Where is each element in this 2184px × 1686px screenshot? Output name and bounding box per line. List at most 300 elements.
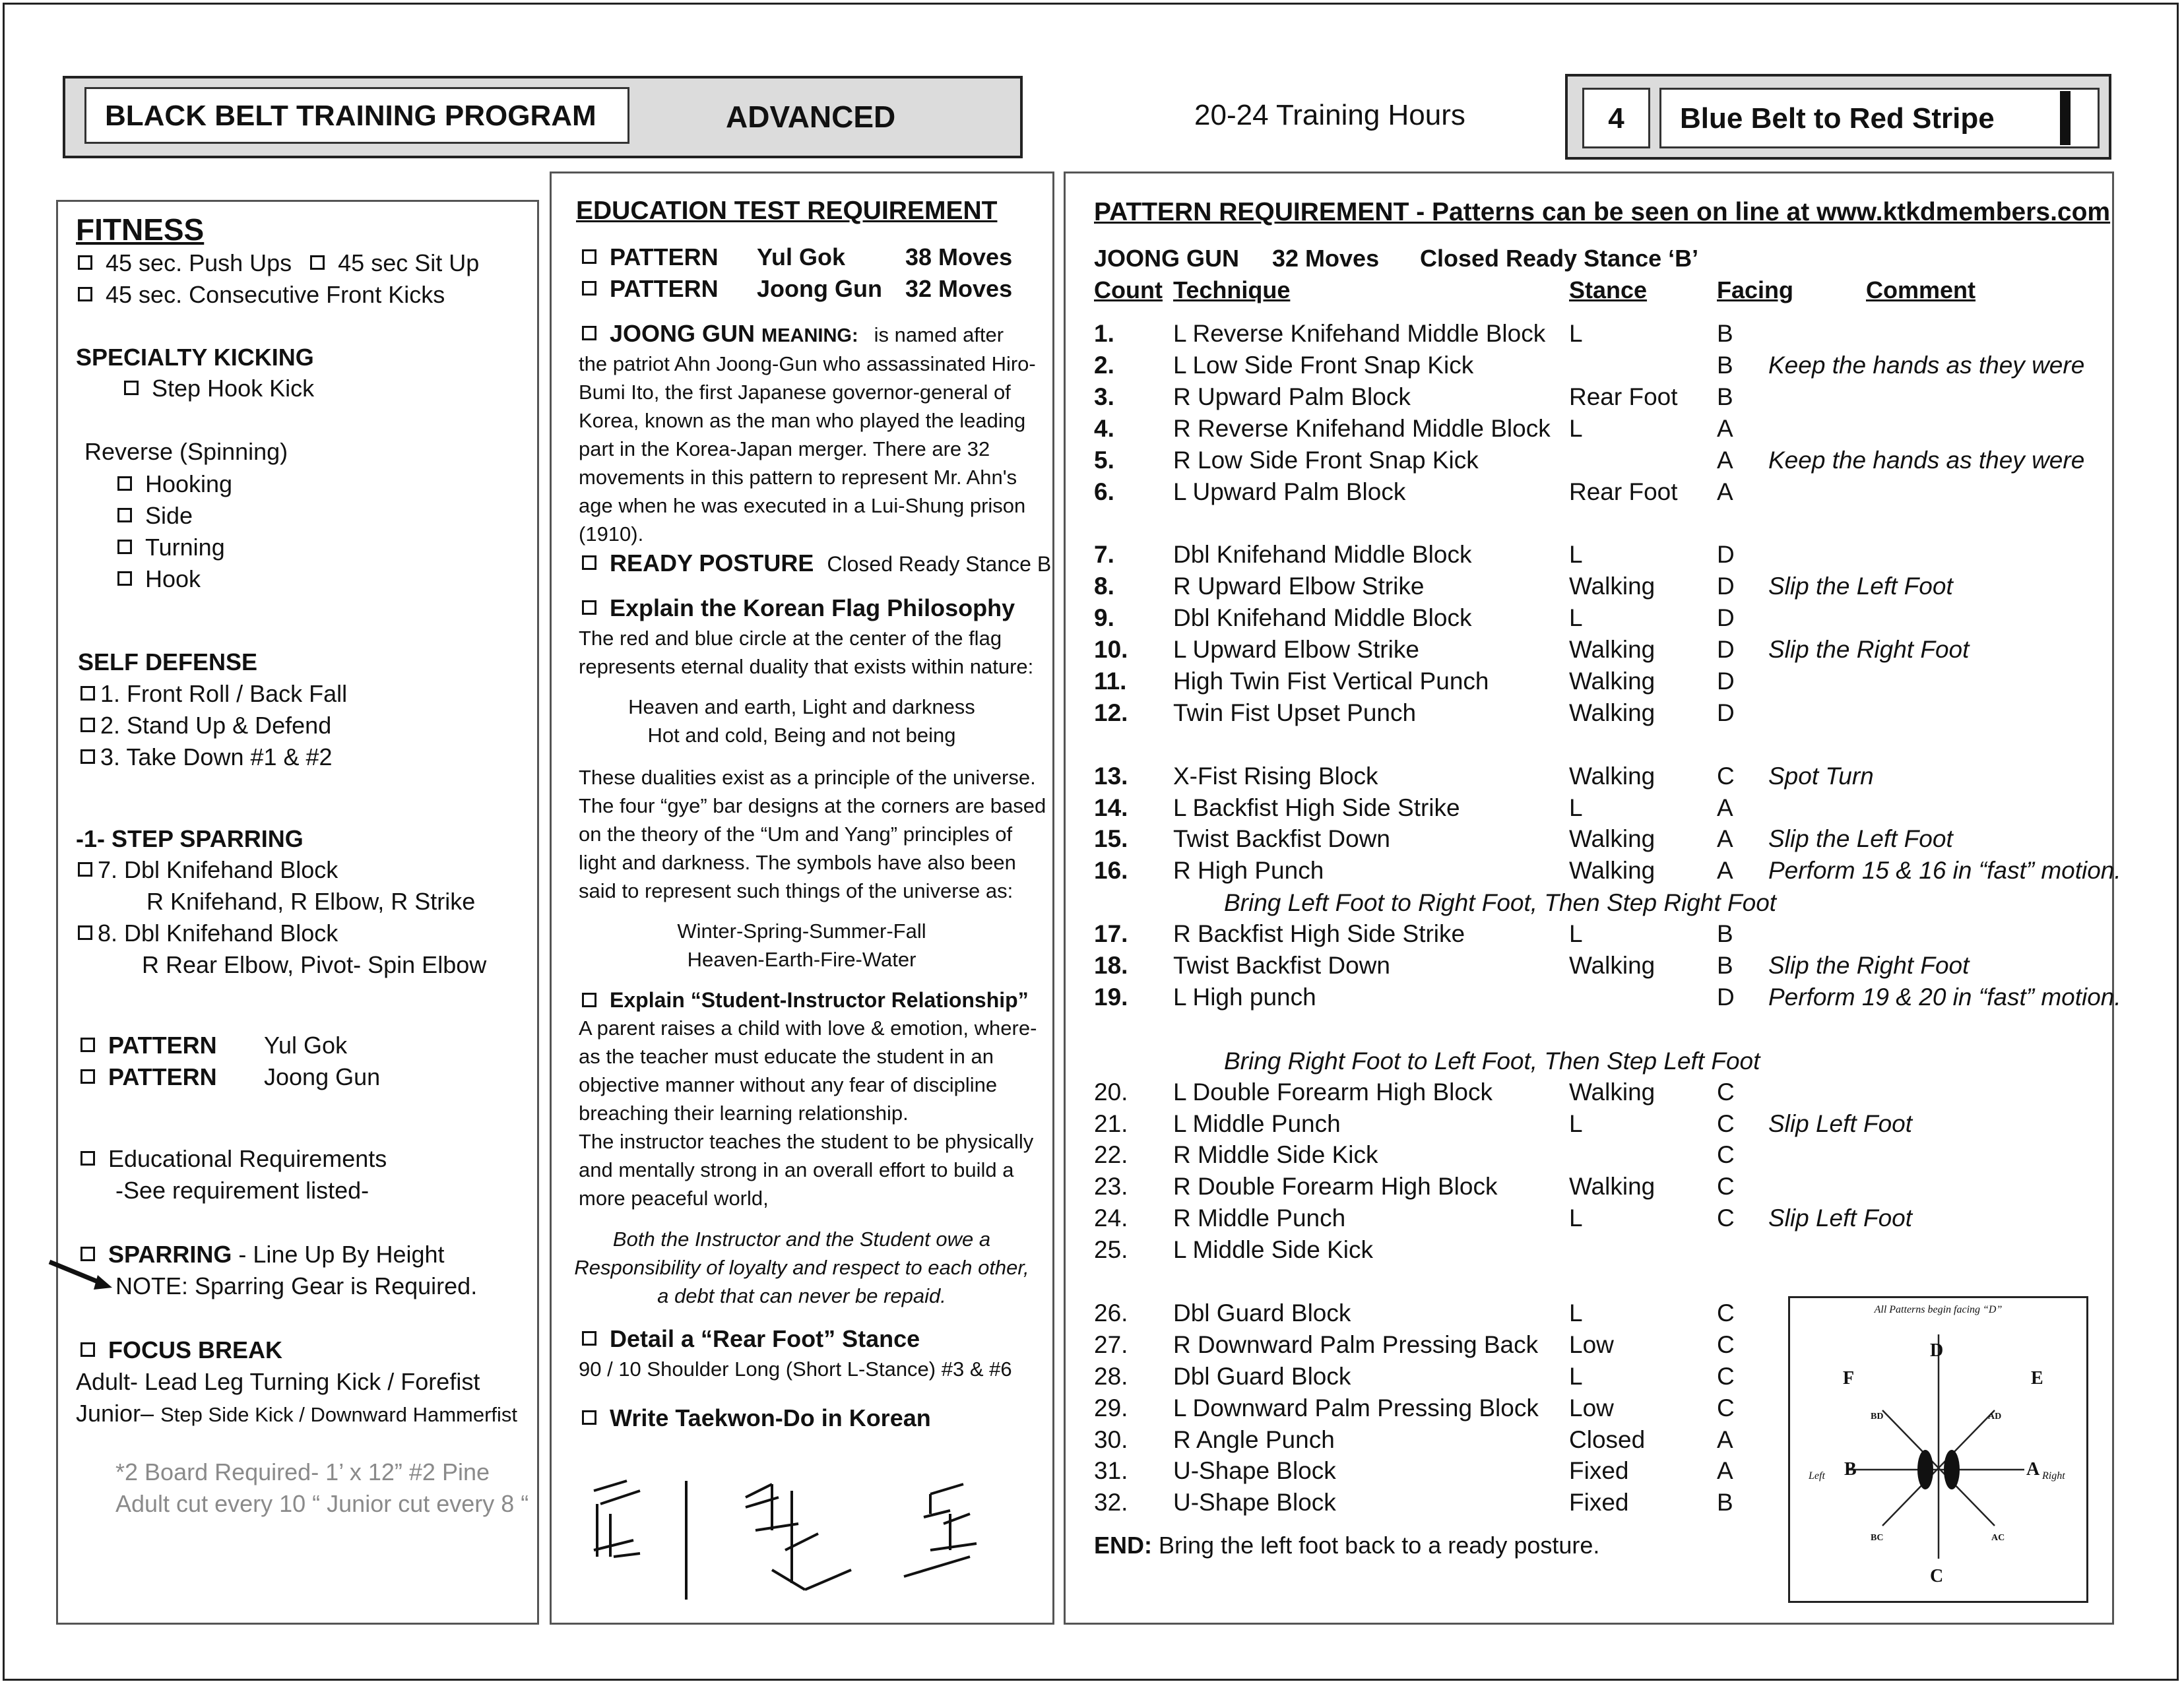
flag-text: represents eternal duality that exists within nature: (579, 655, 1034, 678)
belt-stripe (2060, 91, 2071, 145)
row-technique: L Low Side Front Snap Kick (1173, 351, 1474, 379)
row-facing: D (1717, 573, 1735, 600)
row-technique: Twist Backfist Down (1173, 825, 1390, 853)
row-count: 3. (1094, 383, 1114, 410)
row-facing: A (1717, 794, 1733, 821)
relationship-text: objective manner without any fear of discipline (579, 1073, 998, 1096)
step-sparring-label: 8. Dbl Knifehand Block (98, 920, 338, 947)
row-stance: L (1569, 794, 1583, 821)
row-facing: A (1717, 825, 1733, 853)
end-line (1094, 1531, 1599, 1560)
checkbox[interactable] (582, 993, 596, 1007)
relationship-item (582, 985, 1029, 1015)
step-sparring-item (78, 856, 338, 885)
checkbox[interactable] (80, 718, 95, 732)
row-stance: Walking (1569, 1078, 1655, 1106)
label-right: Right (2042, 1470, 2065, 1482)
row-comment: Slip the Left Foot (1768, 825, 1953, 853)
education-title: EDUCATION TEST REQUIREMENT (576, 197, 998, 225)
row-facing: B (1717, 383, 1733, 410)
pattern-name: Joong Gun (264, 1063, 381, 1090)
pattern-name: Joong Gun (757, 275, 882, 302)
flag-title: Explain the Korean Flag Philosophy (610, 594, 1015, 621)
pattern-check (80, 1031, 348, 1060)
fitness-line-2 (78, 280, 445, 309)
checkbox[interactable] (80, 1342, 95, 1357)
meaning-text: is named after (874, 323, 1004, 346)
row-comment: Perform 15 & 16 in “fast” motion. (1768, 857, 2121, 885)
reverse-item (117, 533, 225, 562)
row-count: 9. (1094, 604, 1114, 632)
row-facing: C (1717, 1204, 1735, 1232)
row-technique: Twist Backfist Down (1173, 952, 1390, 979)
label-b: B (1844, 1459, 1857, 1480)
pattern-check (80, 1063, 381, 1092)
row-facing: D (1717, 699, 1735, 726)
row-count: 5. (1094, 446, 1114, 474)
row-facing: C (1717, 1173, 1735, 1201)
reverse-spinning-title: Reverse (Spinning) (84, 438, 288, 465)
korean-item (582, 1404, 931, 1433)
checkbox[interactable] (310, 255, 325, 270)
sit-up-label: 45 sec Sit Up (338, 249, 480, 276)
row-count: 6. (1094, 478, 1114, 505)
row-count: 22. (1094, 1141, 1128, 1169)
checkbox[interactable] (117, 571, 132, 586)
sparring-title: SPARRING (108, 1241, 232, 1268)
row-comment: Slip the Right Foot (1768, 952, 1970, 979)
checkbox[interactable] (582, 249, 596, 264)
pattern-label: PATTERN (610, 275, 719, 302)
row-stance: L (1569, 1109, 1583, 1137)
meaning-line (582, 319, 1004, 350)
meaning-label: MEANING: (761, 325, 858, 346)
step-sparring-sub: R Knifehand, R Elbow, R Strike (146, 888, 476, 915)
checkbox[interactable] (582, 326, 596, 340)
transition-note: Bring Right Foot to Left Foot, Then Step Left Foot (1224, 1047, 1760, 1075)
row-technique: Dbl Guard Block (1173, 1362, 1351, 1390)
checkbox[interactable] (117, 540, 132, 554)
row-facing: A (1717, 1425, 1733, 1453)
row-count: 7. (1094, 541, 1114, 569)
row-stance: Low (1569, 1394, 1614, 1421)
row-count: 29. (1094, 1394, 1128, 1421)
program-title: BLACK BELT TRAINING PROGRAM (84, 87, 629, 144)
row-count: 1. (1094, 320, 1114, 347)
label-ac: AC (1991, 1533, 2005, 1543)
step-hook-label: Step Hook Kick (152, 375, 315, 402)
reverse-item-label: Side (145, 502, 193, 529)
row-count: 23. (1094, 1173, 1128, 1201)
row-count: 4. (1094, 414, 1114, 442)
relationship-quote: Responsibility of loyalty and respect to each other, (574, 1256, 1029, 1279)
row-stance: Walking (1569, 636, 1655, 663)
row-technique: R Downward Palm Pressing Back (1173, 1330, 1539, 1358)
row-comment: Spot Turn (1768, 762, 1874, 790)
row-count: 16. (1094, 857, 1128, 885)
pattern-label: PATTERN (108, 1032, 217, 1059)
header-facing: Facing (1717, 276, 1794, 303)
checkbox[interactable] (80, 1038, 95, 1052)
row-stance: Walking (1569, 699, 1655, 726)
row-technique: L Middle Punch (1173, 1109, 1341, 1137)
row-count: 12. (1094, 699, 1128, 726)
rear-foot-detail: 90 / 10 Shoulder Long (Short L-Stance) #3 & #6 (579, 1358, 1012, 1381)
label-e: E (2031, 1368, 2043, 1389)
relationship-title: Explain “Student-Instructor Relationship” (610, 988, 1029, 1012)
meaning-text: movements in this pattern to represent Mr. Ahn's (579, 466, 1017, 489)
educational-requirements (80, 1144, 387, 1173)
checkbox[interactable] (80, 686, 95, 701)
row-facing: A (1717, 857, 1733, 885)
meaning-text: part in the Korea-Japan merger. There are 32 (579, 437, 990, 460)
meaning-text: Bumi Ito, the first Japanese governor-general of (579, 381, 1011, 404)
belt-name: Blue Belt to Red Stripe (1659, 88, 2100, 148)
row-stance: Rear Foot (1569, 478, 1678, 505)
checkbox[interactable] (78, 255, 92, 270)
pattern-moves: 32 Moves (905, 275, 1013, 302)
board-note: *2 Board Required- 1’ x 12” #2 Pine (115, 1458, 490, 1485)
header-comment: Comment (1866, 276, 1976, 303)
junior-label: Junior– (76, 1400, 161, 1427)
arrow-icon (46, 1257, 119, 1296)
row-comment: Slip the Left Foot (1768, 573, 1953, 600)
meaning-text: the patriot Ahn Joong-Gun who assassinated Hiro- (579, 352, 1036, 375)
row-stance: L (1569, 414, 1583, 442)
checkbox[interactable] (78, 287, 92, 301)
row-count: 26. (1094, 1299, 1128, 1327)
pattern-title: PATTERN REQUIREMENT - Patterns can be seen on line at www.ktkdmembers.com (1094, 198, 2111, 226)
row-facing: B (1717, 920, 1733, 948)
end-text: Bring the left foot back to a ready posture. (1152, 1532, 1600, 1559)
pattern-name: Yul Gok (757, 243, 846, 270)
label-a: A (2026, 1459, 2040, 1480)
checkbox[interactable] (582, 281, 596, 296)
row-comment: Slip the Right Foot (1768, 636, 1970, 663)
row-count: 31. (1094, 1457, 1128, 1485)
label-left: Left (1809, 1470, 1825, 1482)
row-facing: B (1717, 351, 1733, 379)
duality-text: said to represent such things of the universe as: (579, 879, 1013, 902)
checkbox[interactable] (582, 555, 596, 570)
edu-pattern (582, 243, 1013, 272)
label-f: F (1843, 1368, 1855, 1389)
rear-foot-item (582, 1325, 920, 1354)
pattern-name: Yul Gok (264, 1032, 348, 1059)
end-label: END: (1094, 1532, 1152, 1559)
row-technique: R Double Forearm High Block (1173, 1173, 1498, 1201)
checkbox[interactable] (80, 1069, 95, 1084)
row-stance: Walking (1569, 952, 1655, 979)
self-defense-label: 2. Stand Up & Defend (100, 712, 332, 739)
diagram-caption: All Patterns begin facing “D” (1874, 1304, 2003, 1315)
row-facing: C (1717, 1362, 1735, 1390)
reverse-item (117, 565, 201, 594)
label-ad: AD (1988, 1412, 2002, 1421)
flag-duality: Hot and cold, Being and not being (647, 724, 956, 747)
flag-text: The red and blue circle at the center of the flag (579, 627, 1002, 650)
transition-note: Bring Left Foot to Right Foot, Then Step Right Foot (1224, 889, 1777, 916)
row-facing: C (1717, 1078, 1735, 1106)
seasons: Winter-Spring-Summer-Fall (677, 920, 926, 943)
row-stance: L (1569, 1204, 1583, 1232)
rear-foot-title: Detail a “Rear Foot” Stance (610, 1325, 920, 1352)
checkbox[interactable] (582, 1331, 596, 1346)
row-count: 18. (1094, 952, 1128, 979)
row-technique: Dbl Knifehand Middle Block (1173, 604, 1472, 632)
row-technique: R Middle Punch (1173, 1204, 1346, 1232)
row-facing: C (1717, 1141, 1735, 1169)
meaning-text: Korea, known as the man who played the leading (579, 409, 1026, 432)
self-defense-label: 1. Front Roll / Back Fall (100, 680, 348, 707)
step-hook-kick (124, 374, 314, 403)
row-technique: High Twin Fist Vertical Punch (1173, 667, 1489, 695)
header-count: Count (1094, 276, 1163, 303)
facing-diagram (1788, 1296, 2088, 1603)
row-facing: D (1717, 667, 1735, 695)
row-technique: Dbl Knifehand Middle Block (1173, 541, 1472, 569)
row-stance: Fixed (1569, 1457, 1629, 1485)
relationship-text: and mentally strong in an overall effort to build a (579, 1158, 1014, 1181)
focus-break-item (80, 1336, 282, 1365)
relationship-text: The instructor teaches the student to be physically (579, 1130, 1034, 1153)
row-count: 21. (1094, 1109, 1128, 1137)
relationship-text: more peaceful world, (579, 1187, 769, 1210)
meaning-title: JOONG GUN (610, 320, 755, 347)
duality-text: light and darkness. The symbols have also been (579, 851, 1016, 874)
row-stance: L (1569, 920, 1583, 948)
flag-item (582, 594, 1015, 623)
row-facing: D (1717, 604, 1735, 632)
row-comment: Perform 19 & 20 in “fast” motion. (1768, 983, 2121, 1011)
label-bd: BD (1871, 1412, 1884, 1421)
header-technique: Technique (1173, 276, 1291, 303)
reverse-item (117, 470, 232, 499)
row-technique: L Middle Side Kick (1173, 1236, 1373, 1264)
row-facing: D (1717, 541, 1735, 569)
step-sparring-label: 7. Dbl Knifehand Block (98, 856, 338, 883)
row-count: 28. (1094, 1362, 1128, 1390)
row-facing: C (1717, 1330, 1735, 1358)
junior-technique: Step Side Kick / Downward Hammerfist (160, 1403, 518, 1426)
row-comment: Slip Left Foot (1768, 1204, 1913, 1232)
row-facing: B (1717, 320, 1733, 347)
row-stance: L (1569, 1362, 1583, 1390)
row-technique: Twin Fist Upset Punch (1173, 699, 1417, 726)
row-facing: A (1717, 1457, 1733, 1485)
row-technique: R Backfist High Side Strike (1173, 920, 1465, 948)
row-count: 8. (1094, 573, 1114, 600)
row-stance: Walking (1569, 1173, 1655, 1201)
reverse-item (117, 501, 193, 530)
reverse-item-label: Hooking (145, 470, 233, 497)
adult-label: Adult- (76, 1368, 145, 1395)
row-stance: Rear Foot (1569, 383, 1678, 410)
pattern-moves: 32 Moves (1272, 245, 1380, 272)
focus-junior (76, 1399, 517, 1429)
row-facing: C (1717, 1299, 1735, 1327)
row-count: 10. (1094, 636, 1128, 663)
row-facing: B (1717, 952, 1733, 979)
focus-adult (76, 1367, 480, 1396)
row-count: 13. (1094, 762, 1128, 790)
meaning-text: age when he was executed in a Lui-Shung prison (579, 494, 1026, 517)
row-facing: D (1717, 636, 1735, 663)
row-count: 2. (1094, 351, 1114, 379)
row-technique: L Double Forearm High Block (1173, 1078, 1493, 1106)
row-stance: Walking (1569, 825, 1655, 853)
relationship-text: A parent raises a child with love & emotion, where- (579, 1016, 1037, 1040)
row-technique: L High punch (1173, 983, 1316, 1011)
row-technique: Dbl Guard Block (1173, 1299, 1351, 1327)
self-defense-title: SELF DEFENSE (78, 648, 258, 675)
training-hours: 20-24 Training Hours (1194, 99, 1465, 131)
row-facing: A (1717, 446, 1733, 474)
checkbox[interactable] (117, 476, 132, 491)
step-sparring-title: -1- STEP SPARRING (76, 825, 304, 852)
row-stance: Walking (1569, 857, 1655, 885)
row-technique: L Downward Palm Pressing Block (1173, 1394, 1539, 1421)
row-stance: Walking (1569, 762, 1655, 790)
pattern-label: PATTERN (610, 243, 719, 270)
row-comment: Keep the hands as they were (1768, 446, 2085, 474)
row-count: 25. (1094, 1236, 1128, 1264)
row-count: 15. (1094, 825, 1128, 853)
korean-title: Write Taekwon-Do in Korean (610, 1404, 931, 1431)
ready-title: READY POSTURE (610, 549, 814, 577)
flag-duality: Heaven and earth, Light and darkness (628, 695, 975, 718)
edu-req-label: Educational Requirements (108, 1145, 387, 1172)
push-ups-label: 45 sec. Push Ups (106, 249, 292, 276)
checkbox[interactable] (80, 1151, 95, 1166)
row-stance: Fixed (1569, 1489, 1629, 1516)
row-technique: L Backfist High Side Strike (1173, 794, 1460, 821)
relationship-text: breaching their learning relationship. (579, 1102, 909, 1125)
step-sparring-item (78, 919, 338, 948)
pattern-moves: 38 Moves (905, 243, 1013, 270)
label-bc: BC (1871, 1533, 1884, 1543)
self-defense-item (80, 743, 333, 772)
row-count: 20. (1094, 1078, 1128, 1106)
row-count: 32. (1094, 1489, 1128, 1516)
adult-technique: Lead Leg Turning Kick / Forefist (145, 1368, 480, 1395)
row-stance: L (1569, 541, 1583, 569)
sparring-rest: - Line Up By Height (232, 1241, 445, 1268)
pattern-label: PATTERN (108, 1063, 217, 1090)
sparring-note: NOTE: Sparring Gear is Required. (115, 1272, 478, 1299)
meaning-text: (1910). (579, 522, 644, 546)
row-count: 17. (1094, 920, 1128, 948)
checkbox[interactable] (78, 925, 92, 940)
row-count: 27. (1094, 1330, 1128, 1358)
row-stance: L (1569, 604, 1583, 632)
reverse-item-label: Turning (145, 534, 225, 561)
row-technique: R Upward Palm Block (1173, 383, 1411, 410)
row-facing: A (1717, 414, 1733, 442)
relationship-quote: Both the Instructor and the Student owe a (612, 1228, 991, 1251)
row-count: 11. (1094, 667, 1127, 695)
header-stance: Stance (1569, 276, 1648, 303)
board-cut-note: Adult cut every 10 “ Junior cut every 8 “ (115, 1490, 529, 1517)
row-technique: R Upward Elbow Strike (1173, 573, 1425, 600)
row-technique: U-Shape Block (1173, 1489, 1336, 1516)
row-technique: R Middle Side Kick (1173, 1141, 1378, 1169)
row-technique: R Low Side Front Snap Kick (1173, 446, 1479, 474)
ready-posture (582, 549, 1051, 578)
pattern-stance: Closed Ready Stance ‘B’ (1420, 245, 1699, 272)
edu-req-note: -See requirement listed- (115, 1177, 369, 1204)
row-count: 14. (1094, 794, 1128, 821)
row-technique: L Upward Elbow Strike (1173, 636, 1419, 663)
fitness-line-1 (78, 249, 479, 278)
front-kicks-label: 45 sec. Consecutive Front Kicks (106, 281, 445, 308)
row-technique: R Angle Punch (1173, 1425, 1335, 1453)
duality-text: These dualities exist as a principle of the universe. (579, 766, 1036, 789)
label-d: D (1930, 1340, 1944, 1361)
row-comment: Keep the hands as they were (1768, 351, 2085, 379)
pattern-name: JOONG GUN (1094, 245, 1240, 272)
edu-pattern (582, 274, 1013, 303)
korean-script-drawing (574, 1478, 996, 1609)
row-facing: C (1717, 762, 1735, 790)
self-defense-item (80, 711, 331, 740)
row-stance: Low (1569, 1330, 1614, 1358)
label-c: C (1930, 1566, 1944, 1586)
row-stance: Closed (1569, 1425, 1646, 1453)
row-facing: B (1717, 1489, 1733, 1516)
duality-text: on the theory of the “Um and Yang” principles of (579, 823, 1013, 846)
self-defense-item (80, 679, 347, 708)
row-technique: U-Shape Block (1173, 1457, 1336, 1485)
self-defense-label: 3. Take Down #1 & #2 (100, 743, 333, 770)
relationship-quote: a debt that can never be repaid. (657, 1284, 946, 1307)
row-stance: Walking (1569, 573, 1655, 600)
row-stance: L (1569, 1299, 1583, 1327)
sparring-item (80, 1240, 445, 1269)
checkbox[interactable] (124, 381, 139, 395)
level-label: ADVANCED (726, 100, 896, 134)
row-stance: L (1569, 320, 1583, 347)
checkbox[interactable] (80, 749, 95, 764)
row-facing: C (1717, 1394, 1735, 1421)
row-count: 24. (1094, 1204, 1128, 1232)
duality-text: The four “gye” bar designs at the corners are based (579, 794, 1046, 817)
ready-value: Closed Ready Stance B (827, 552, 1052, 576)
row-technique: R Reverse Knifehand Middle Block (1173, 414, 1551, 442)
row-technique: L Reverse Knifehand Middle Block (1173, 320, 1546, 347)
row-count: 19. (1094, 983, 1128, 1011)
row-facing: C (1717, 1109, 1735, 1137)
checkbox[interactable] (78, 862, 92, 877)
checkbox[interactable] (582, 1410, 596, 1425)
row-stance: Walking (1569, 667, 1655, 695)
specialty-kicking-title: SPECIALTY KICKING (76, 344, 314, 371)
checkbox[interactable] (582, 600, 596, 615)
reverse-item-label: Hook (145, 565, 201, 592)
row-technique: L Upward Palm Block (1173, 478, 1406, 505)
elements: Heaven-Earth-Fire-Water (687, 948, 916, 971)
row-comment: Slip Left Foot (1768, 1109, 1913, 1137)
row-technique: R High Punch (1173, 857, 1324, 885)
fitness-title: FITNESS (76, 212, 205, 247)
step-sparring-sub: R Rear Elbow, Pivot- Spin Elbow (142, 951, 487, 978)
row-technique: X-Fist Rising Block (1173, 762, 1378, 790)
relationship-text: as the teacher must educate the student in an (579, 1045, 994, 1068)
checkbox[interactable] (117, 508, 132, 522)
row-facing: D (1717, 983, 1735, 1011)
focus-break-title: FOCUS BREAK (108, 1336, 283, 1363)
level-number: 4 (1582, 88, 1650, 148)
